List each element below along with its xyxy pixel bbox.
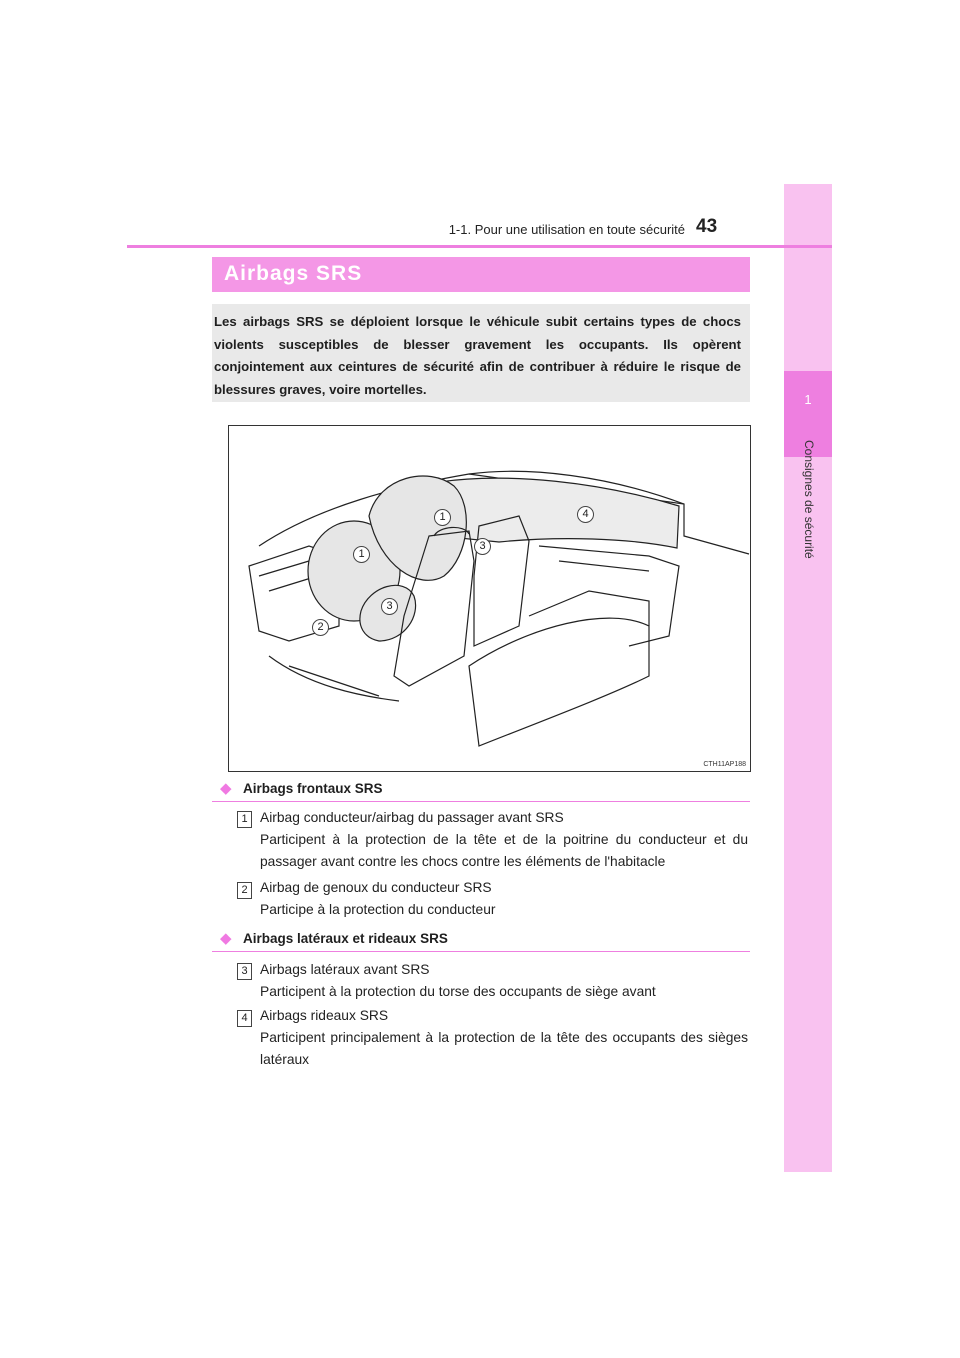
intro-text: Les airbags SRS se déploient lorsque le véhicule subit certains types de chocs violents susceptibles de blesser gravement les occupants. Ils opèrent conjointement aux ceintures de sécurité afin de contribuer à réduire le risque de blessures graves, voire mortelles. bbox=[214, 314, 741, 397]
callout-4-curtain: 4 bbox=[577, 506, 594, 523]
item-block bbox=[260, 1005, 748, 1071]
callout-1-driver: 1 bbox=[353, 546, 370, 563]
section-heading-side-curtain: Airbags latéraux et rideaux SRS bbox=[243, 931, 448, 946]
figure-code: CTH11AP188 bbox=[703, 761, 746, 768]
page-title: Airbags SRS bbox=[224, 262, 363, 285]
item-description: Participe à la protection du conducteur bbox=[260, 902, 496, 917]
item-description: Participent à la protection du torse des occupants de siège avant bbox=[260, 984, 656, 999]
item-block bbox=[260, 877, 748, 921]
item-number: 2 bbox=[237, 882, 252, 899]
chapter-side-tab bbox=[784, 184, 832, 1172]
item-number: 4 bbox=[237, 1010, 252, 1027]
callout-1-passenger: 1 bbox=[434, 509, 451, 526]
car-interior-drawing bbox=[229, 426, 750, 771]
item-description: Participent principalement à la protection de la tête des occupants des sièges latéraux bbox=[260, 1030, 748, 1067]
item-description: Participent à la protection de la tête et de la poitrine du conducteur et du passager avant contre les chocs contre les éléments de l'habitacle bbox=[260, 832, 748, 869]
item-title: Airbag de genoux du conducteur SRS bbox=[260, 880, 492, 895]
item-number: 3 bbox=[237, 963, 252, 980]
item-number: 1 bbox=[237, 811, 252, 828]
item-title: Airbags latéraux avant SRS bbox=[260, 962, 430, 977]
section-heading-frontal: Airbags frontaux SRS bbox=[243, 781, 383, 796]
callout-3-passenger-side: 3 bbox=[474, 538, 491, 555]
item-block bbox=[260, 959, 748, 1003]
callout-3-driver-side: 3 bbox=[381, 598, 398, 615]
chapter-number: 1 bbox=[804, 392, 812, 407]
callout-2-knee: 2 bbox=[312, 619, 329, 636]
item-block bbox=[260, 807, 748, 873]
airbag-illustration bbox=[228, 425, 751, 772]
diamond-bullet-icon: ◆ bbox=[220, 930, 232, 947]
header-rule bbox=[127, 245, 832, 248]
diamond-bullet-icon: ◆ bbox=[220, 780, 232, 797]
running-header: 1-1. Pour une utilisation en toute sécurité bbox=[448, 222, 685, 237]
section-rule bbox=[212, 801, 750, 802]
section-rule bbox=[212, 951, 750, 952]
chapter-title: Consignes de sécurité bbox=[802, 440, 816, 559]
page-number: 43 bbox=[696, 216, 718, 237]
item-title: Airbags rideaux SRS bbox=[260, 1008, 389, 1023]
item-title: Airbag conducteur/airbag du passager avant SRS bbox=[260, 810, 564, 825]
